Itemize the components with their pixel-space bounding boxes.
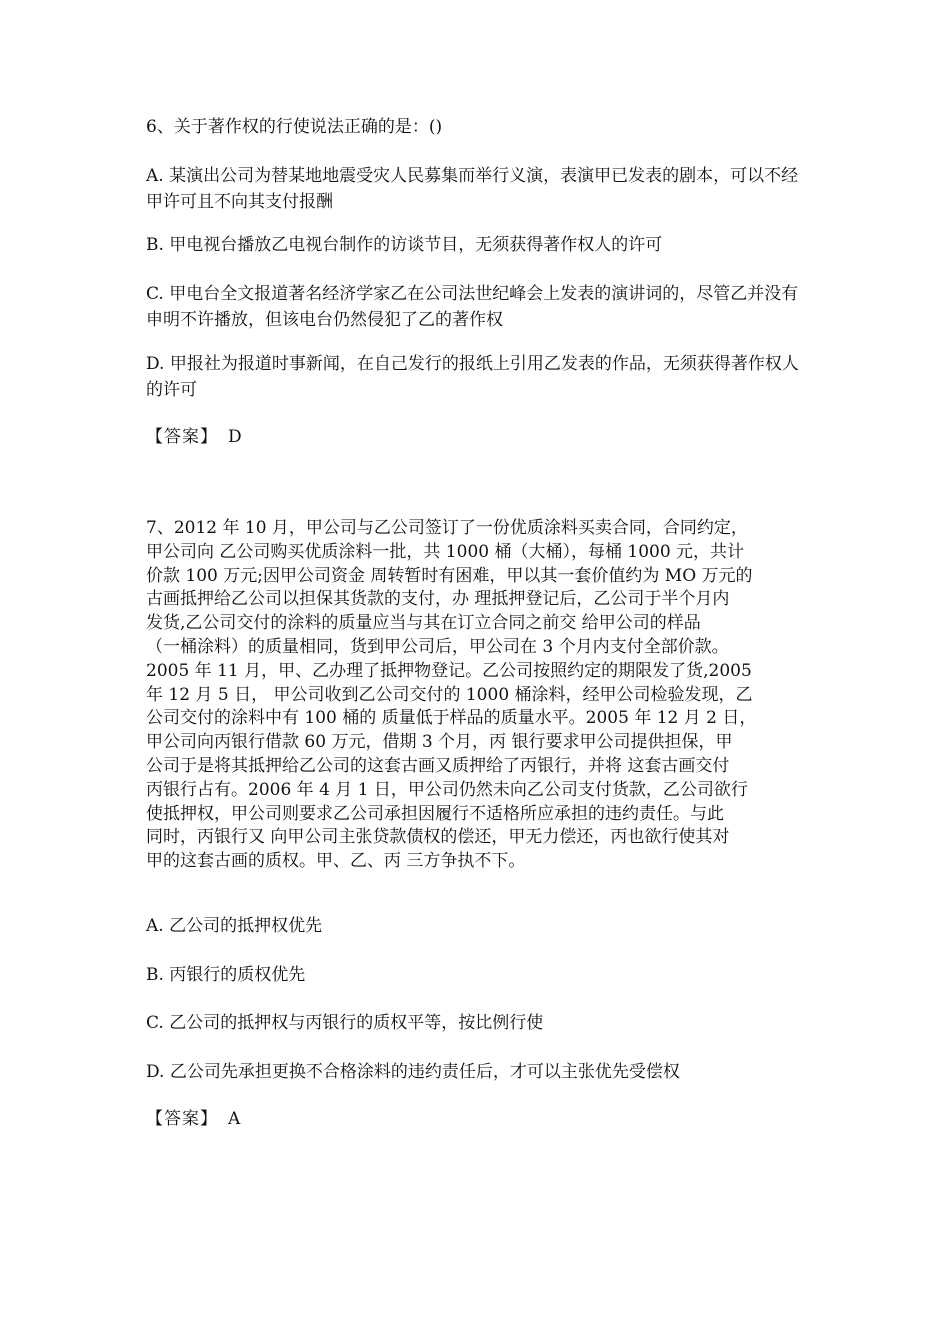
question-7-stem-line: 甲的这套古画的质权。甲、乙、丙 三方争执不下。 bbox=[146, 851, 526, 872]
answer-label: 【答案】 bbox=[146, 1109, 218, 1129]
question-6-option-d: D. 甲报社为报道时事新闻，在自己发行的报纸上引用乙发表的作品，无须获得著作权人的许可 bbox=[146, 354, 799, 400]
question-7-stem-line: 发货,乙公司交付的涂料的质量应当与其在订立合同之前交 给甲公司的样品 bbox=[146, 613, 701, 634]
question-7-stem-line: 价款 100 万元;因甲公司资金 周转暂时有困难，甲以其一套价值约为 MO 万元的 bbox=[146, 565, 753, 586]
question-7-stem bbox=[146, 517, 814, 874]
question-7-answer bbox=[146, 1106, 814, 1132]
question-7-option-a: A. 乙公司的抵押权优先 bbox=[146, 916, 323, 936]
question-7-option-b: B. 丙银行的质权优先 bbox=[146, 965, 306, 985]
answer-label: 【答案】 bbox=[146, 427, 218, 447]
question-6-answer bbox=[146, 424, 814, 450]
question-7-stem-line: 2005 年 11 月，甲、乙办理了抵押物登记。乙公司按照约定的期限发了货,2005 bbox=[146, 660, 752, 681]
question-6-option-b: B. 甲电视台播放乙电视台制作的访谈节目，无须获得著作权人的许可 bbox=[146, 235, 663, 255]
question-7-stem-line: 甲公司向丙银行借款 60 万元，借期 3 个月，丙 银行要求甲公司提供担保，甲 bbox=[146, 732, 733, 753]
question-6-option-c: C. 甲电台全文报道著名经济学家乙在公司法世纪峰会上发表的演讲词的，尽管乙并没有申明不许播放，但该电台仍然侵犯了乙的著作权 bbox=[146, 284, 799, 330]
question-7-stem-line: 7、2012 年 10 月，甲公司与乙公司签订了一份优质涂料买卖合同，合同约定， bbox=[146, 518, 748, 538]
answer-value: A bbox=[228, 1109, 241, 1129]
question-6-option-a: A. 某演出公司为替某地地震受灾人民募集而举行义演，表演甲已发表的剧本，可以不经甲许可且不向其支付报酬 bbox=[146, 166, 799, 212]
question-7-option-d: D. 乙公司先承担更换不合格涂料的违约责任后，才可以主张优先受偿权 bbox=[146, 1062, 680, 1082]
question-7-stem-line: 古画抵押给乙公司以担保其货款的支付，办 理抵押登记后，乙公司于半个月内 bbox=[146, 589, 730, 610]
question-7-stem-line: 丙银行占有。2006 年 4 月 1 日，甲公司仍然未向乙公司支付货款，乙公司欲行 bbox=[146, 779, 748, 800]
question-7-stem-line: 同时，丙银行又 向甲公司主张贷款债权的偿还，甲无力偿还，丙也欲行使其对 bbox=[146, 827, 730, 848]
question-7-stem-line: （一桶涂料）的质量相同，货到甲公司后，甲公司在 3 个月内支付全部价款。 bbox=[146, 636, 729, 657]
question-7-stem-line: 使抵押权，甲公司则要求乙公司承担因履行不适格所应承担的违约责任。与此 bbox=[146, 803, 724, 824]
question-7-stem-line: 公司于是将其抵押给乙公司的这套古画又质押给了丙银行，并将 这套古画交付 bbox=[146, 755, 730, 776]
answer-value: D bbox=[228, 427, 242, 447]
question-7-stem-line: 年 12 月 5 日， 甲公司收到乙公司交付的 1000 桶涂料，经甲公司检验发现，乙 bbox=[146, 684, 753, 705]
question-7-stem-line: 甲公司向 乙公司购买优质涂料一批，共 1000 桶（大桶），每桶 1000 元，共计 bbox=[146, 541, 745, 562]
question-7-stem-line: 公司交付的涂料中有 100 桶的 质量低于样品的质量水平。2005 年 12 月 2 日， bbox=[146, 708, 757, 729]
question-7-option-c: C. 乙公司的抵押权与丙银行的质权平等，按比例行使 bbox=[146, 1013, 544, 1033]
question-6-stem: 6、关于著作权的行使说法正确的是：() bbox=[146, 117, 443, 137]
